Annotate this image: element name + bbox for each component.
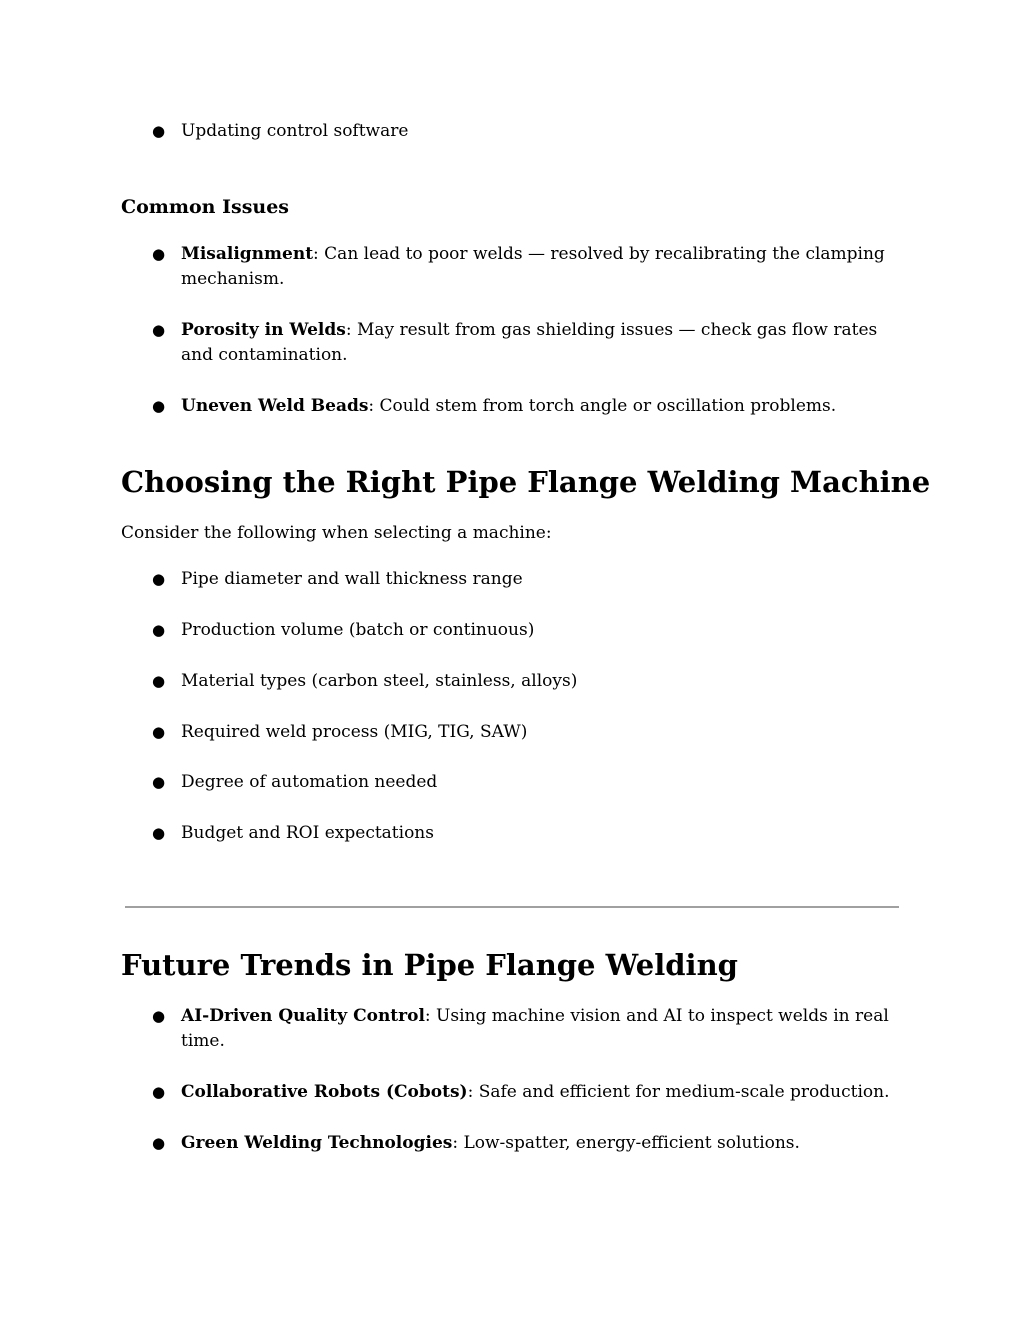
list-item (152, 770, 901, 795)
bullet-icon: ● (152, 773, 166, 791)
bullet-icon: ● (152, 321, 166, 339)
list-item-text: Material types (carbon steel, stainless, alloys) (181, 671, 578, 691)
bullet-icon: ● (152, 1083, 166, 1101)
list-item (152, 669, 901, 694)
bullet-icon: ● (152, 1007, 166, 1025)
bullet-icon: ● (152, 723, 166, 741)
list-item (152, 1131, 901, 1156)
list-item-term: AI-Driven Quality Control (181, 1006, 425, 1026)
bullet-icon: ● (152, 1134, 166, 1152)
choosing-intro: Consider the following when selecting a machine: (121, 523, 552, 543)
list-item-desc: : Safe and efficient for medium-scale production. (467, 1082, 890, 1102)
list-item-text: Pipe diameter and wall thickness range (181, 569, 523, 589)
list-item-desc: : Using machine vision and AI to inspect welds in real time. (181, 1006, 889, 1051)
bullet-icon: ● (152, 245, 166, 263)
list-item-text: Production volume (batch or continuous) (181, 620, 535, 640)
choosing-heading: Choosing the Right Pipe Flange Welding Machine (121, 465, 931, 499)
future-trends-heading: Future Trends in Pipe Flange Welding (121, 948, 738, 982)
bullet-icon: ● (152, 122, 166, 140)
list-item-desc: : Can lead to poor welds — resolved by recalibrating the clamping mechanism. (181, 244, 885, 289)
list-item-text: Budget and ROI expectations (181, 823, 434, 843)
list-item-desc: : Could stem from torch angle or oscillation problems. (368, 396, 837, 416)
list-item (152, 242, 901, 292)
list-item-text: Required weld process (MIG, TIG, SAW) (181, 722, 528, 742)
list-item (152, 119, 901, 144)
list-item (152, 618, 901, 643)
bullet-icon: ● (152, 824, 166, 842)
list-item-desc: : Low-spatter, energy-efficient solutions. (452, 1133, 800, 1153)
list-item (152, 318, 901, 368)
list-item-desc: : May result from gas shielding issues — check gas flow rates and contamination. (181, 320, 878, 365)
list-item (152, 567, 901, 592)
list-item (152, 1080, 901, 1105)
bullet-icon: ● (152, 621, 166, 639)
bullet-icon: ● (152, 570, 166, 588)
list-item-term: Porosity in Welds (181, 320, 346, 340)
list-item (152, 1004, 901, 1054)
list-item-text: Updating control software (181, 121, 409, 141)
list-item-term: Collaborative Robots (Cobots) (181, 1082, 468, 1102)
bullet-icon: ● (152, 672, 166, 690)
list-item-term: Misalignment (181, 244, 314, 264)
list-item-text: Degree of automation needed (181, 772, 438, 792)
list-item (152, 720, 901, 745)
section-divider (125, 906, 899, 908)
bullet-icon: ● (152, 397, 166, 415)
list-item (152, 821, 901, 846)
list-item-term: Green Welding Technologies (181, 1133, 453, 1153)
list-item (152, 394, 901, 419)
common-issues-heading: Common Issues (121, 196, 289, 218)
list-item-term: Uneven Weld Beads (181, 396, 369, 416)
